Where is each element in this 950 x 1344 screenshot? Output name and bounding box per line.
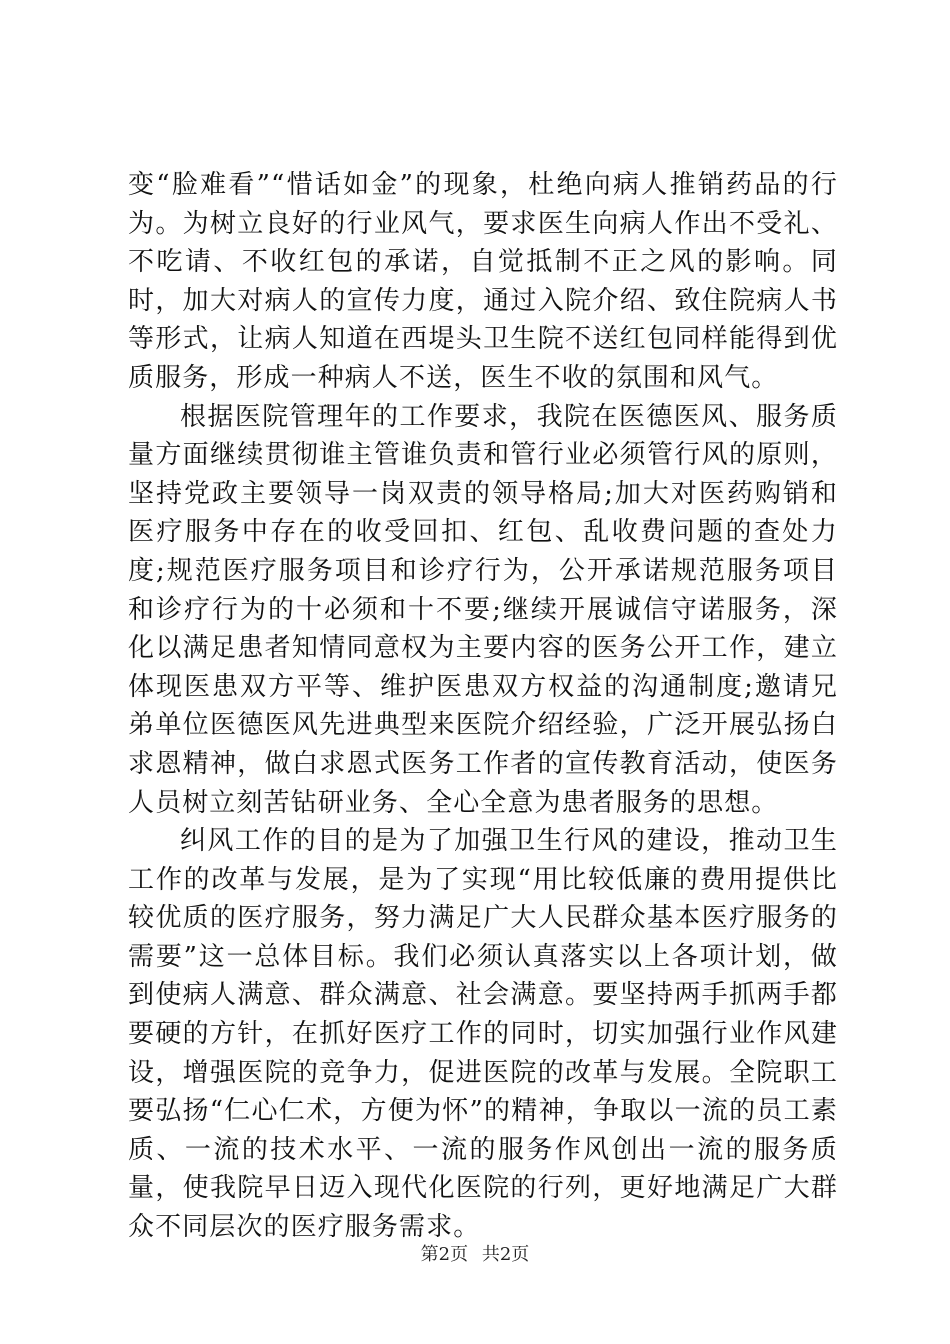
paragraph-3: 纠风工作的目的是为了加强卫生行风的建设，推动卫生工作的改革与发展，是为了实现“用比较低廉的费用提供比较优质的医疗服务，努力满足广大人民群众基本医疗服务的需要”这一总体目标。我们必须认真落实以上各项计划，做到使病人满意、群众满意、社会满意。要坚持两手抓两手都要硬的方针，在抓好医疗工作的同时，切实加强行业作风建设，增强医院的竞争力，促进医院的改革与发展。全院职工要弘扬“仁心仁术，方便为怀”的精神，争取以一流的员工素质、一流的技术水平、一流的服务作风创出一流的服务质量，使我院早日迈入现代化医院的行列，更好地满足广大群众不同层次的医疗服务需求。 bbox=[128, 826, 838, 1243]
document-body bbox=[128, 166, 838, 1247]
paragraph-2: 根据医院管理年的工作要求，我院在医德医风、服务质量方面继续贯彻谁主管谁负责和管行业必须管行风的原则，坚持党政主要领导一岗双责的领导格局;加大对医药购销和医疗服务中存在的收受回扣、红包、乱收费问题的查处力度;规范医疗服务项目和诊疗行为，公开承诺规范服务项目和诊疗行为的十必须和十不要;继续开展诚信守诺服务，深化以满足患者知情同意权为主要内容的医务公开工作，建立体现医患双方平等、维护医患双方权益的沟通制度;邀请兄弟单位医德医风先进典型来医院介绍经验，广泛开展弘扬白求恩精神，做白求恩式医务工作者的宣传教育活动，使医务人员树立刻苦钻研业务、全心全意为患者服务的思想。 bbox=[128, 401, 838, 818]
paragraph-1: 变“脸难看”“惜话如金”的现象，杜绝向病人推销药品的行为。为树立良好的行业风气，要求医生向病人作出不受礼、不吃请、不收红包的承诺，自觉抵制不正之风的影响。同时，加大对病人的宣传力度，通过入院介绍、致住院病人书等形式，让病人知道在西堤头卫生院不送红包同样能得到优质服务，形成一种病人不送，医生不收的氛围和风气。 bbox=[128, 170, 838, 393]
total-pages-label: 共2页 bbox=[481, 1244, 530, 1265]
current-page-label: 第2页 bbox=[420, 1244, 469, 1265]
page-footer bbox=[0, 1243, 950, 1267]
